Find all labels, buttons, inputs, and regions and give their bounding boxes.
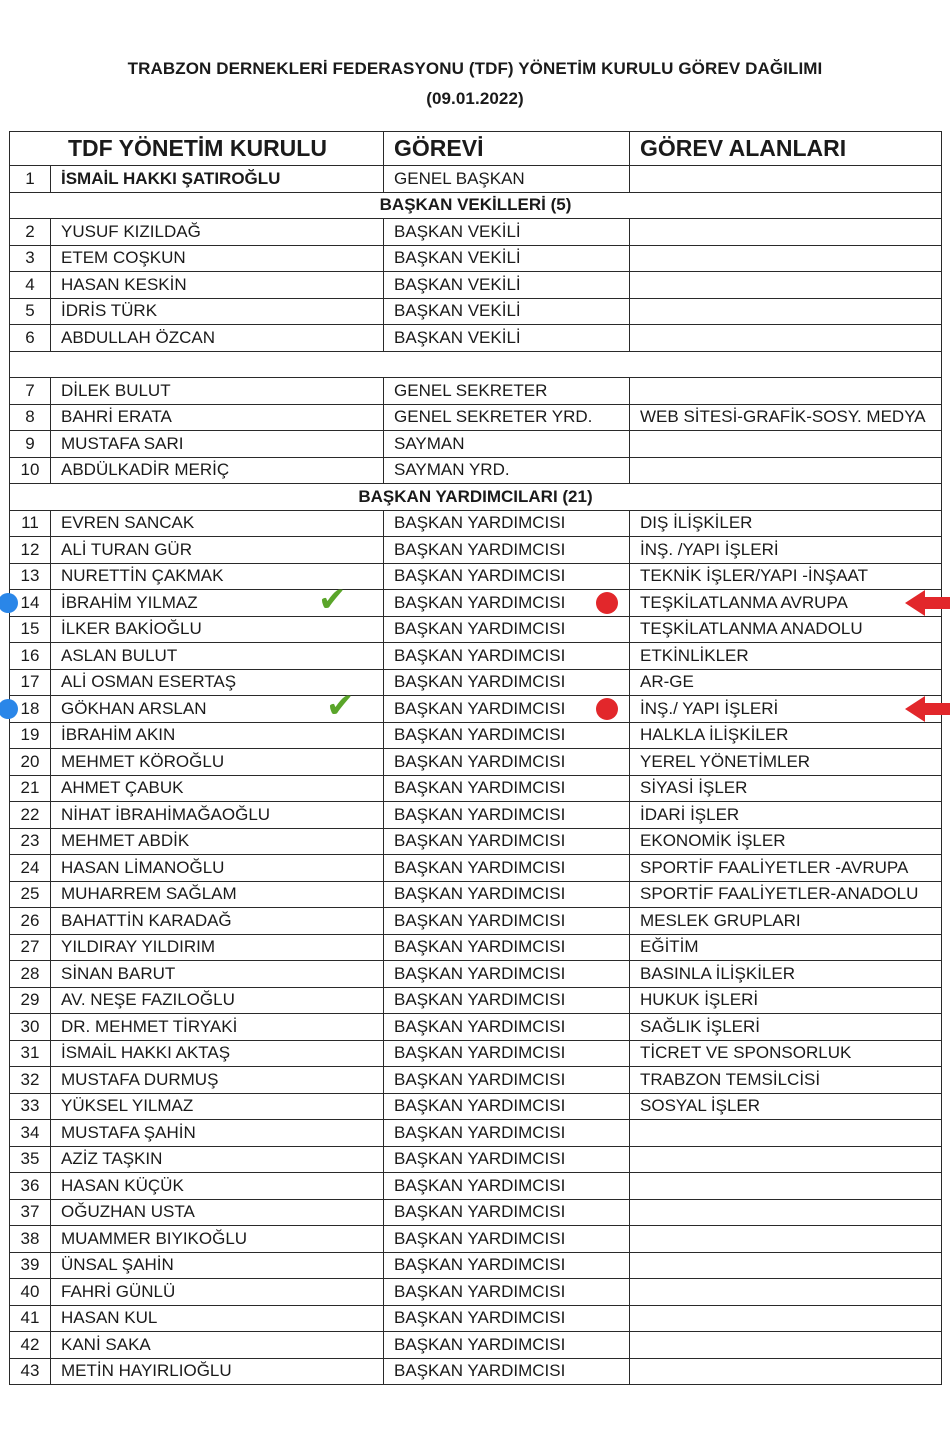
member-role: BAŞKAN YARDIMCISI [384, 1014, 630, 1041]
member-name: İDRİS TÜRK [51, 298, 384, 325]
row-number: 6 [10, 325, 51, 352]
row-number: 28 [10, 961, 51, 988]
member-area: İNŞ./ YAPI İŞLERİ [630, 696, 942, 723]
row-number: 24 [10, 855, 51, 882]
table-row [10, 219, 942, 246]
header-area: GÖREV ALANLARI [630, 132, 942, 166]
member-area: MESLEK GRUPLARI [630, 908, 942, 935]
member-role: BAŞKAN VEKİLİ [384, 298, 630, 325]
row-number: 35 [10, 1146, 51, 1173]
member-name: EVREN SANCAK [51, 510, 384, 537]
member-role: BAŞKAN YARDIMCISI [384, 669, 630, 696]
row-number: 14 [10, 590, 51, 617]
row-number: 4 [10, 272, 51, 299]
checkmark-icon: ✔ [318, 580, 347, 619]
table-row [10, 908, 942, 935]
member-name: HASAN KESKİN [51, 272, 384, 299]
member-name: BAHRİ ERATA [51, 404, 384, 431]
red-arrow-icon [903, 588, 950, 618]
blank-row [10, 351, 942, 378]
member-area [630, 166, 942, 193]
row-number: 17 [10, 669, 51, 696]
member-area: DIŞ İLİŞKİLER [630, 510, 942, 537]
member-area: SİYASİ İŞLER [630, 775, 942, 802]
member-name: MEHMET KÖROĞLU [51, 749, 384, 776]
member-name: AZİZ TAŞKIN [51, 1146, 384, 1173]
member-area [630, 457, 942, 484]
table-row [10, 1332, 942, 1359]
member-role: BAŞKAN YARDIMCISI [384, 1226, 630, 1253]
member-name: DİLEK BULUT [51, 378, 384, 405]
member-name: İBRAHİM YILMAZ [51, 590, 384, 617]
row-number: 33 [10, 1093, 51, 1120]
row-number: 10 [10, 457, 51, 484]
member-role: BAŞKAN YARDIMCISI [384, 696, 630, 723]
member-area: HALKLA İLİŞKİLER [630, 722, 942, 749]
row-number: 41 [10, 1305, 51, 1332]
row-number: 12 [10, 537, 51, 564]
member-name: HASAN KÜÇÜK [51, 1173, 384, 1200]
member-role: SAYMAN YRD. [384, 457, 630, 484]
member-role: GENEL BAŞKAN [384, 166, 630, 193]
member-area [630, 325, 942, 352]
row-number: 36 [10, 1173, 51, 1200]
member-area [630, 245, 942, 272]
table-row [10, 775, 942, 802]
member-name: YÜKSEL YILMAZ [51, 1093, 384, 1120]
table-row [10, 961, 942, 988]
member-role: BAŞKAN YARDIMCISI [384, 908, 630, 935]
row-number: 29 [10, 987, 51, 1014]
row-number: 34 [10, 1120, 51, 1147]
member-name: DR. MEHMET TİRYAKİ [51, 1014, 384, 1041]
row-number: 1 [10, 166, 51, 193]
section-label: BAŞKAN YARDIMCILARI (21) [10, 484, 942, 511]
member-name: İBRAHİM AKIN [51, 722, 384, 749]
member-name: ÜNSAL ŞAHİN [51, 1252, 384, 1279]
member-role: BAŞKAN YARDIMCISI [384, 1199, 630, 1226]
table-row [10, 457, 942, 484]
member-role: BAŞKAN YARDIMCISI [384, 1093, 630, 1120]
member-name: NURETTİN ÇAKMAK [51, 563, 384, 590]
table-row [10, 537, 942, 564]
member-name: OĞUZHAN USTA [51, 1199, 384, 1226]
member-role: BAŞKAN YARDIMCISI [384, 1173, 630, 1200]
member-area [630, 272, 942, 299]
blue-dot-marker [0, 593, 18, 613]
table-row [10, 272, 942, 299]
member-area [630, 1252, 942, 1279]
row-number: 7 [10, 378, 51, 405]
row-number: 22 [10, 802, 51, 829]
member-name: FAHRİ GÜNLÜ [51, 1279, 384, 1306]
row-number: 8 [10, 404, 51, 431]
table-row [10, 1173, 942, 1200]
member-area [630, 1173, 942, 1200]
member-area: TİCRET VE SPONSORLUK [630, 1040, 942, 1067]
table-row [10, 1279, 942, 1306]
member-name: MUSTAFA DURMUŞ [51, 1067, 384, 1094]
member-name: MUAMMER BIYIKOĞLU [51, 1226, 384, 1253]
row-number: 37 [10, 1199, 51, 1226]
member-area [630, 1305, 942, 1332]
table-row [10, 696, 942, 723]
table-row [10, 590, 942, 617]
table-row [10, 1305, 942, 1332]
member-name: HASAN LİMANOĞLU [51, 855, 384, 882]
member-role: BAŞKAN VEKİLİ [384, 219, 630, 246]
table-row [10, 1252, 942, 1279]
member-role: BAŞKAN YARDIMCISI [384, 749, 630, 776]
table-row [10, 1358, 942, 1385]
member-role: GENEL SEKRETER [384, 378, 630, 405]
member-name: KANİ SAKA [51, 1332, 384, 1359]
member-role: BAŞKAN YARDIMCISI [384, 881, 630, 908]
section-label: BAŞKAN VEKİLLERİ (5) [10, 192, 942, 219]
member-role: BAŞKAN YARDIMCISI [384, 510, 630, 537]
table-row [10, 431, 942, 458]
row-number: 19 [10, 722, 51, 749]
member-role: BAŞKAN YARDIMCISI [384, 1305, 630, 1332]
table-row [10, 1093, 942, 1120]
member-name: GÖKHAN ARSLAN [51, 696, 384, 723]
member-role: BAŞKAN YARDIMCISI [384, 1358, 630, 1385]
member-area [630, 431, 942, 458]
member-role: BAŞKAN YARDIMCISI [384, 934, 630, 961]
member-area: ETKİNLİKLER [630, 643, 942, 670]
table-row [10, 1014, 942, 1041]
table-row [10, 855, 942, 882]
member-name: ETEM COŞKUN [51, 245, 384, 272]
row-number: 42 [10, 1332, 51, 1359]
member-name: YILDIRAY YILDIRIM [51, 934, 384, 961]
member-area: İDARİ İŞLER [630, 802, 942, 829]
member-role: BAŞKAN YARDIMCISI [384, 1252, 630, 1279]
member-name: AHMET ÇABUK [51, 775, 384, 802]
table-row [10, 934, 942, 961]
member-area: SPORTİF FAALİYETLER-ANADOLU [630, 881, 942, 908]
row-number: 31 [10, 1040, 51, 1067]
table-row [10, 563, 942, 590]
table-row [10, 802, 942, 829]
member-area: TRABZON TEMSİLCİSİ [630, 1067, 942, 1094]
member-area: YEREL YÖNETİMLER [630, 749, 942, 776]
member-role: BAŞKAN YARDIMCISI [384, 1120, 630, 1147]
member-area [630, 1279, 942, 1306]
section-row [10, 484, 942, 511]
header-board: TDF YÖNETİM KURULU [10, 132, 384, 166]
row-number: 5 [10, 298, 51, 325]
table-row [10, 1040, 942, 1067]
member-role: BAŞKAN VEKİLİ [384, 272, 630, 299]
member-role: BAŞKAN VEKİLİ [384, 245, 630, 272]
member-area [630, 1332, 942, 1359]
member-role: BAŞKAN YARDIMCISI [384, 775, 630, 802]
row-number: 32 [10, 1067, 51, 1094]
member-name: ASLAN BULUT [51, 643, 384, 670]
header-role: GÖREVİ [384, 132, 630, 166]
member-role: BAŞKAN YARDIMCISI [384, 722, 630, 749]
member-name: ABDÜLKADİR MERİÇ [51, 457, 384, 484]
document-date: (09.01.2022) [426, 89, 524, 108]
member-name: MUSTAFA ŞAHİN [51, 1120, 384, 1147]
member-role: BAŞKAN YARDIMCISI [384, 828, 630, 855]
member-area: SAĞLIK İŞLERİ [630, 1014, 942, 1041]
table-row [10, 669, 942, 696]
member-name: METİN HAYIRLIOĞLU [51, 1358, 384, 1385]
member-role: BAŞKAN YARDIMCISI [384, 590, 630, 617]
blue-dot-marker [0, 699, 18, 719]
row-number: 9 [10, 431, 51, 458]
row-number: 18 [10, 696, 51, 723]
row-number: 2 [10, 219, 51, 246]
checkmark-icon: ✔ [326, 686, 355, 725]
table-header-row [10, 132, 942, 166]
member-role: BAŞKAN YARDIMCISI [384, 802, 630, 829]
table-row [10, 616, 942, 643]
board-table [9, 131, 942, 1385]
row-number: 20 [10, 749, 51, 776]
member-area: HUKUK İŞLERİ [630, 987, 942, 1014]
blank-cell [10, 351, 942, 378]
member-area: WEB SİTESİ-GRAFİK-SOSY. MEDYA [630, 404, 942, 431]
member-area: SPORTİF FAALİYETLER -AVRUPA [630, 855, 942, 882]
red-arrow-icon [903, 694, 950, 724]
row-number: 15 [10, 616, 51, 643]
member-area [630, 219, 942, 246]
table-row [10, 722, 942, 749]
row-number: 38 [10, 1226, 51, 1253]
member-role: BAŞKAN YARDIMCISI [384, 1067, 630, 1094]
member-role: GENEL SEKRETER YRD. [384, 404, 630, 431]
member-name: AV. NEŞE FAZILOĞLU [51, 987, 384, 1014]
member-role: BAŞKAN YARDIMCISI [384, 1146, 630, 1173]
member-area: AR-GE [630, 669, 942, 696]
member-name: ALİ TURAN GÜR [51, 537, 384, 564]
row-number: 26 [10, 908, 51, 935]
member-role: BAŞKAN YARDIMCISI [384, 1332, 630, 1359]
member-name: MUSTAFA SARI [51, 431, 384, 458]
member-name: YUSUF KIZILDAĞ [51, 219, 384, 246]
member-name: SİNAN BARUT [51, 961, 384, 988]
table-row [10, 1226, 942, 1253]
member-name: NİHAT İBRAHİMAĞAOĞLU [51, 802, 384, 829]
member-area: EKONOMİK İŞLER [630, 828, 942, 855]
table-row [10, 1199, 942, 1226]
member-name: İSMAİL HAKKI ŞATIROĞLU [51, 166, 384, 193]
member-area: TEŞKİLATLANMA AVRUPA [630, 590, 942, 617]
member-role: BAŞKAN YARDIMCISI [384, 643, 630, 670]
row-number: 25 [10, 881, 51, 908]
member-role: BAŞKAN YARDIMCISI [384, 1040, 630, 1067]
member-name: MEHMET ABDİK [51, 828, 384, 855]
member-name: ALİ OSMAN ESERTAŞ [51, 669, 384, 696]
member-area: İNŞ. /YAPI İŞLERİ [630, 537, 942, 564]
table-row [10, 881, 942, 908]
member-name: HASAN KUL [51, 1305, 384, 1332]
member-role: SAYMAN [384, 431, 630, 458]
table-row [10, 166, 942, 193]
row-number: 43 [10, 1358, 51, 1385]
member-area: TEŞKİLATLANMA ANADOLU [630, 616, 942, 643]
member-name: İLKER BAKİOĞLU [51, 616, 384, 643]
member-area [630, 378, 942, 405]
table-row [10, 510, 942, 537]
member-role: BAŞKAN YARDIMCISI [384, 1279, 630, 1306]
member-role: BAŞKAN YARDIMCISI [384, 855, 630, 882]
member-name: MUHARREM SAĞLAM [51, 881, 384, 908]
member-role: BAŞKAN YARDIMCISI [384, 616, 630, 643]
member-area [630, 1120, 942, 1147]
member-area [630, 1226, 942, 1253]
row-number: 27 [10, 934, 51, 961]
row-number: 13 [10, 563, 51, 590]
row-number: 21 [10, 775, 51, 802]
table-row [10, 404, 942, 431]
row-number: 39 [10, 1252, 51, 1279]
table-row [10, 325, 942, 352]
member-area: TEKNİK İŞLER/YAPI -İNŞAAT [630, 563, 942, 590]
red-dot-marker [596, 698, 618, 720]
member-area: SOSYAL İŞLER [630, 1093, 942, 1120]
row-number: 30 [10, 1014, 51, 1041]
table-row [10, 298, 942, 325]
document-title: TRABZON DERNEKLERİ FEDERASYONU (TDF) YÖNETİM KURULU GÖREV DAĞILIMI [127, 59, 823, 78]
member-role: BAŞKAN YARDIMCISI [384, 563, 630, 590]
member-area [630, 1358, 942, 1385]
row-number: 3 [10, 245, 51, 272]
table-row [10, 378, 942, 405]
member-name: BAHATTİN KARADAĞ [51, 908, 384, 935]
member-role: BAŞKAN YARDIMCISI [384, 961, 630, 988]
table-row [10, 1067, 942, 1094]
member-name: ABDULLAH ÖZCAN [51, 325, 384, 352]
member-area: EĞİTİM [630, 934, 942, 961]
member-role: BAŞKAN YARDIMCISI [384, 987, 630, 1014]
table-row [10, 245, 942, 272]
member-role: BAŞKAN VEKİLİ [384, 325, 630, 352]
table-row [10, 749, 942, 776]
member-role: BAŞKAN YARDIMCISI [384, 537, 630, 564]
table-row [10, 1120, 942, 1147]
table-row [10, 987, 942, 1014]
row-number: 40 [10, 1279, 51, 1306]
row-number: 23 [10, 828, 51, 855]
member-area: BASINLA İLİŞKİLER [630, 961, 942, 988]
row-number: 11 [10, 510, 51, 537]
red-dot-marker [596, 592, 618, 614]
row-number: 16 [10, 643, 51, 670]
member-area [630, 1199, 942, 1226]
member-area [630, 1146, 942, 1173]
member-name: İSMAİL HAKKI AKTAŞ [51, 1040, 384, 1067]
member-area [630, 298, 942, 325]
table-row [10, 828, 942, 855]
table-row [10, 1146, 942, 1173]
table-row [10, 643, 942, 670]
section-row [10, 192, 942, 219]
